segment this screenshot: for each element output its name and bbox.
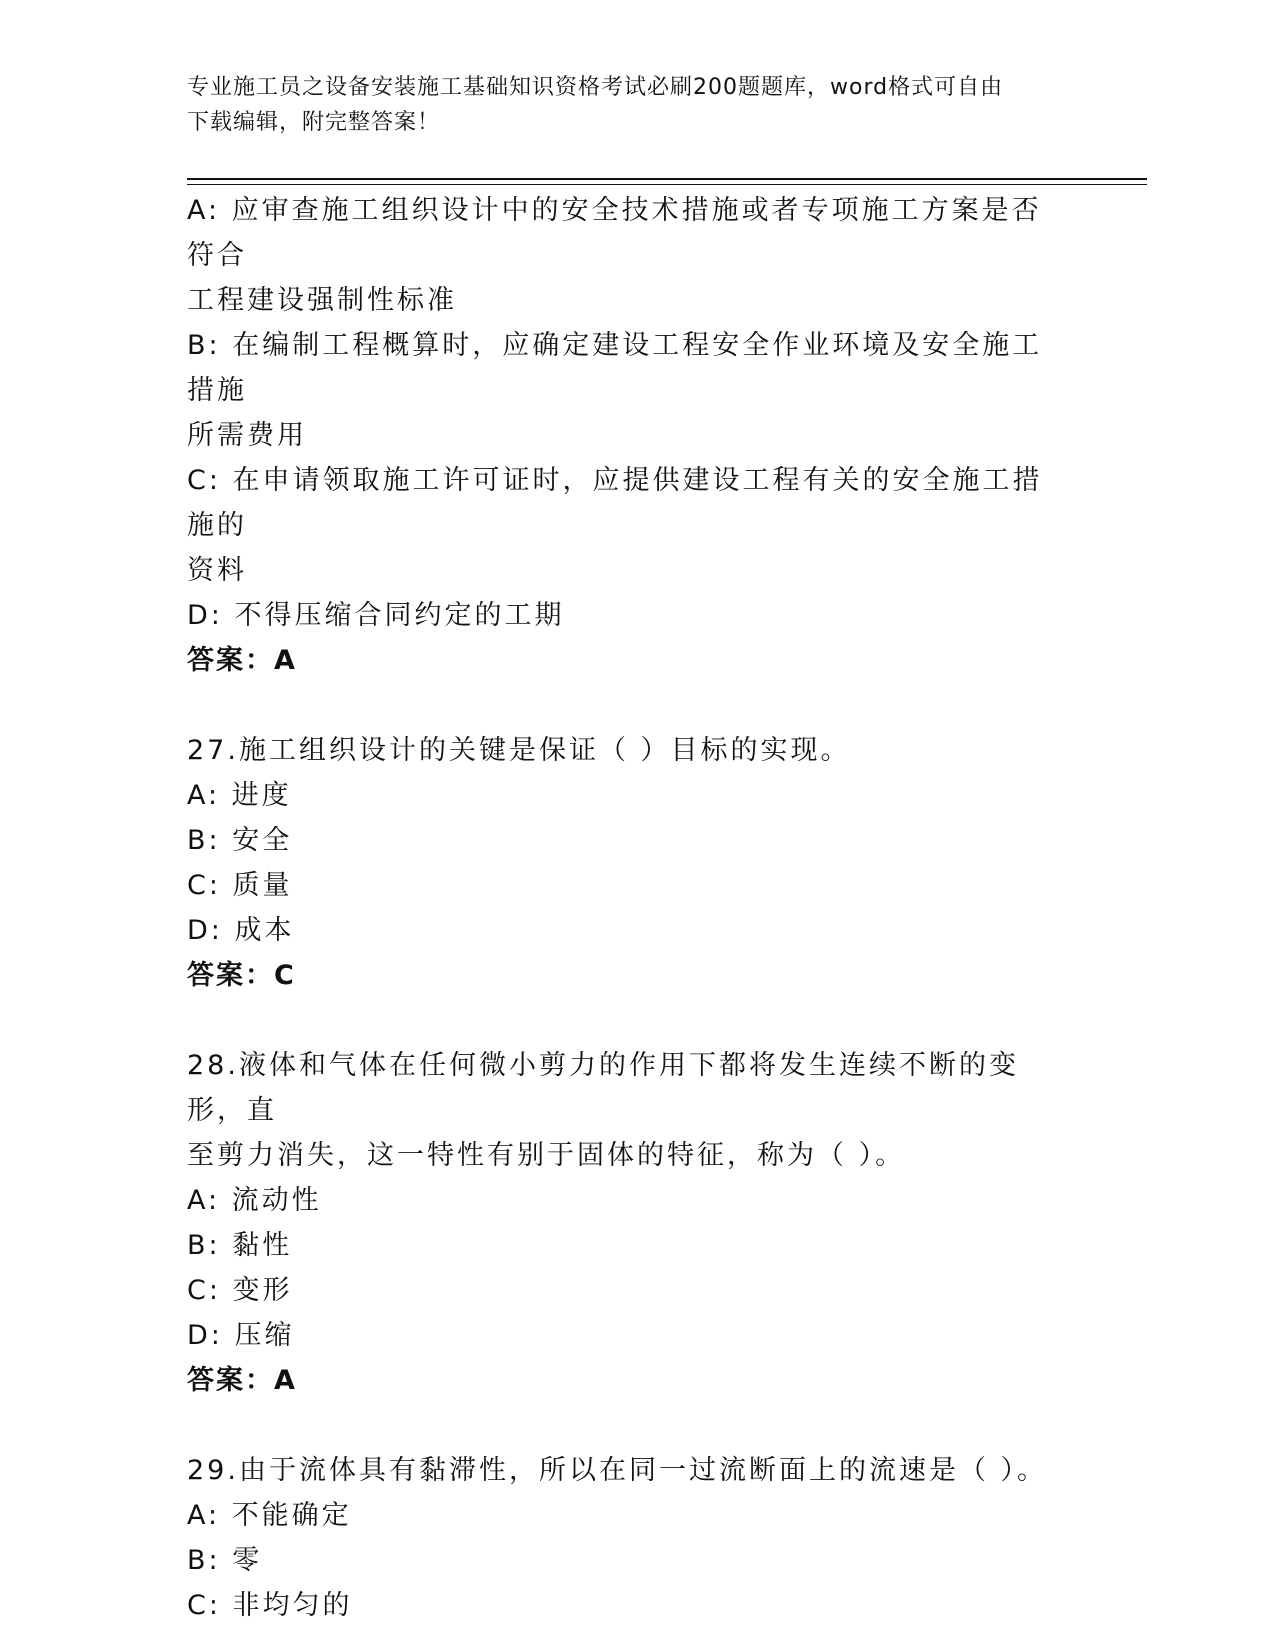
option-a-line-1: A: 应审查施工组织设计中的安全技术措施或者专项施工方案是否符合: [187, 195, 1042, 271]
question-text: 27.施工组织设计的关键是保证（ ）目标的实现。: [187, 735, 851, 766]
option-b: B: 零: [187, 1545, 263, 1576]
question-28-block: [187, 1043, 1067, 1403]
option-b-line-2: 所需费用: [187, 420, 307, 451]
option-b: B: 安全: [187, 825, 293, 856]
header-divider: [187, 178, 1147, 180]
option-a-line-2: 工程建设强制性标准: [187, 285, 457, 316]
option-a: A: 不能确定: [187, 1500, 352, 1531]
option-a: A: 进度: [187, 780, 292, 811]
header-divider-thin: [187, 184, 1147, 185]
question-29-block: [187, 1448, 1067, 1628]
question-text: 29.由于流体具有黏滞性，所以在同一过流断面上的流速是（ ）。: [187, 1455, 1048, 1486]
document-header: [187, 70, 1067, 140]
question-27-block: [187, 728, 1067, 998]
option-b-line-1: B: 在编制工程概算时，应确定建设工程安全作业环境及安全施工措施: [187, 330, 1043, 406]
answer: 答案：C: [187, 960, 296, 991]
option-c: C: 质量: [187, 870, 293, 901]
option-c: C: 非均匀的: [187, 1590, 353, 1621]
option-d: D: 成本: [187, 915, 295, 946]
question-text-line-2: 至剪力消失，这一特性有别于固体的特征，称为（ ）。: [187, 1140, 906, 1171]
option-d: D: 压缩: [187, 1320, 295, 1351]
option-c: C: 变形: [187, 1275, 293, 1306]
answer: 答案：A: [187, 1365, 297, 1396]
option-b: B: 黏性: [187, 1230, 293, 1261]
question-list: [187, 188, 1067, 1628]
header-line-1: 专业施工员之设备安装施工基础知识资格考试必刷200题题库，word格式可自由: [187, 75, 1004, 100]
option-c-line-1: C: 在申请领取施工许可证时，应提供建设工程有关的安全施工措施的: [187, 465, 1043, 541]
question-text-line-1: 28.液体和气体在任何微小剪力的作用下都将发生连续不断的变形，直: [187, 1050, 1019, 1126]
option-a: A: 流动性: [187, 1185, 322, 1216]
option-d: D: 不得压缩合同约定的工期: [187, 600, 565, 631]
header-line-2: 下载编辑，附完整答案！: [187, 110, 441, 135]
question-26-block: [187, 188, 1067, 683]
answer: 答案：A: [187, 645, 297, 676]
option-c-line-2: 资料: [187, 555, 247, 586]
